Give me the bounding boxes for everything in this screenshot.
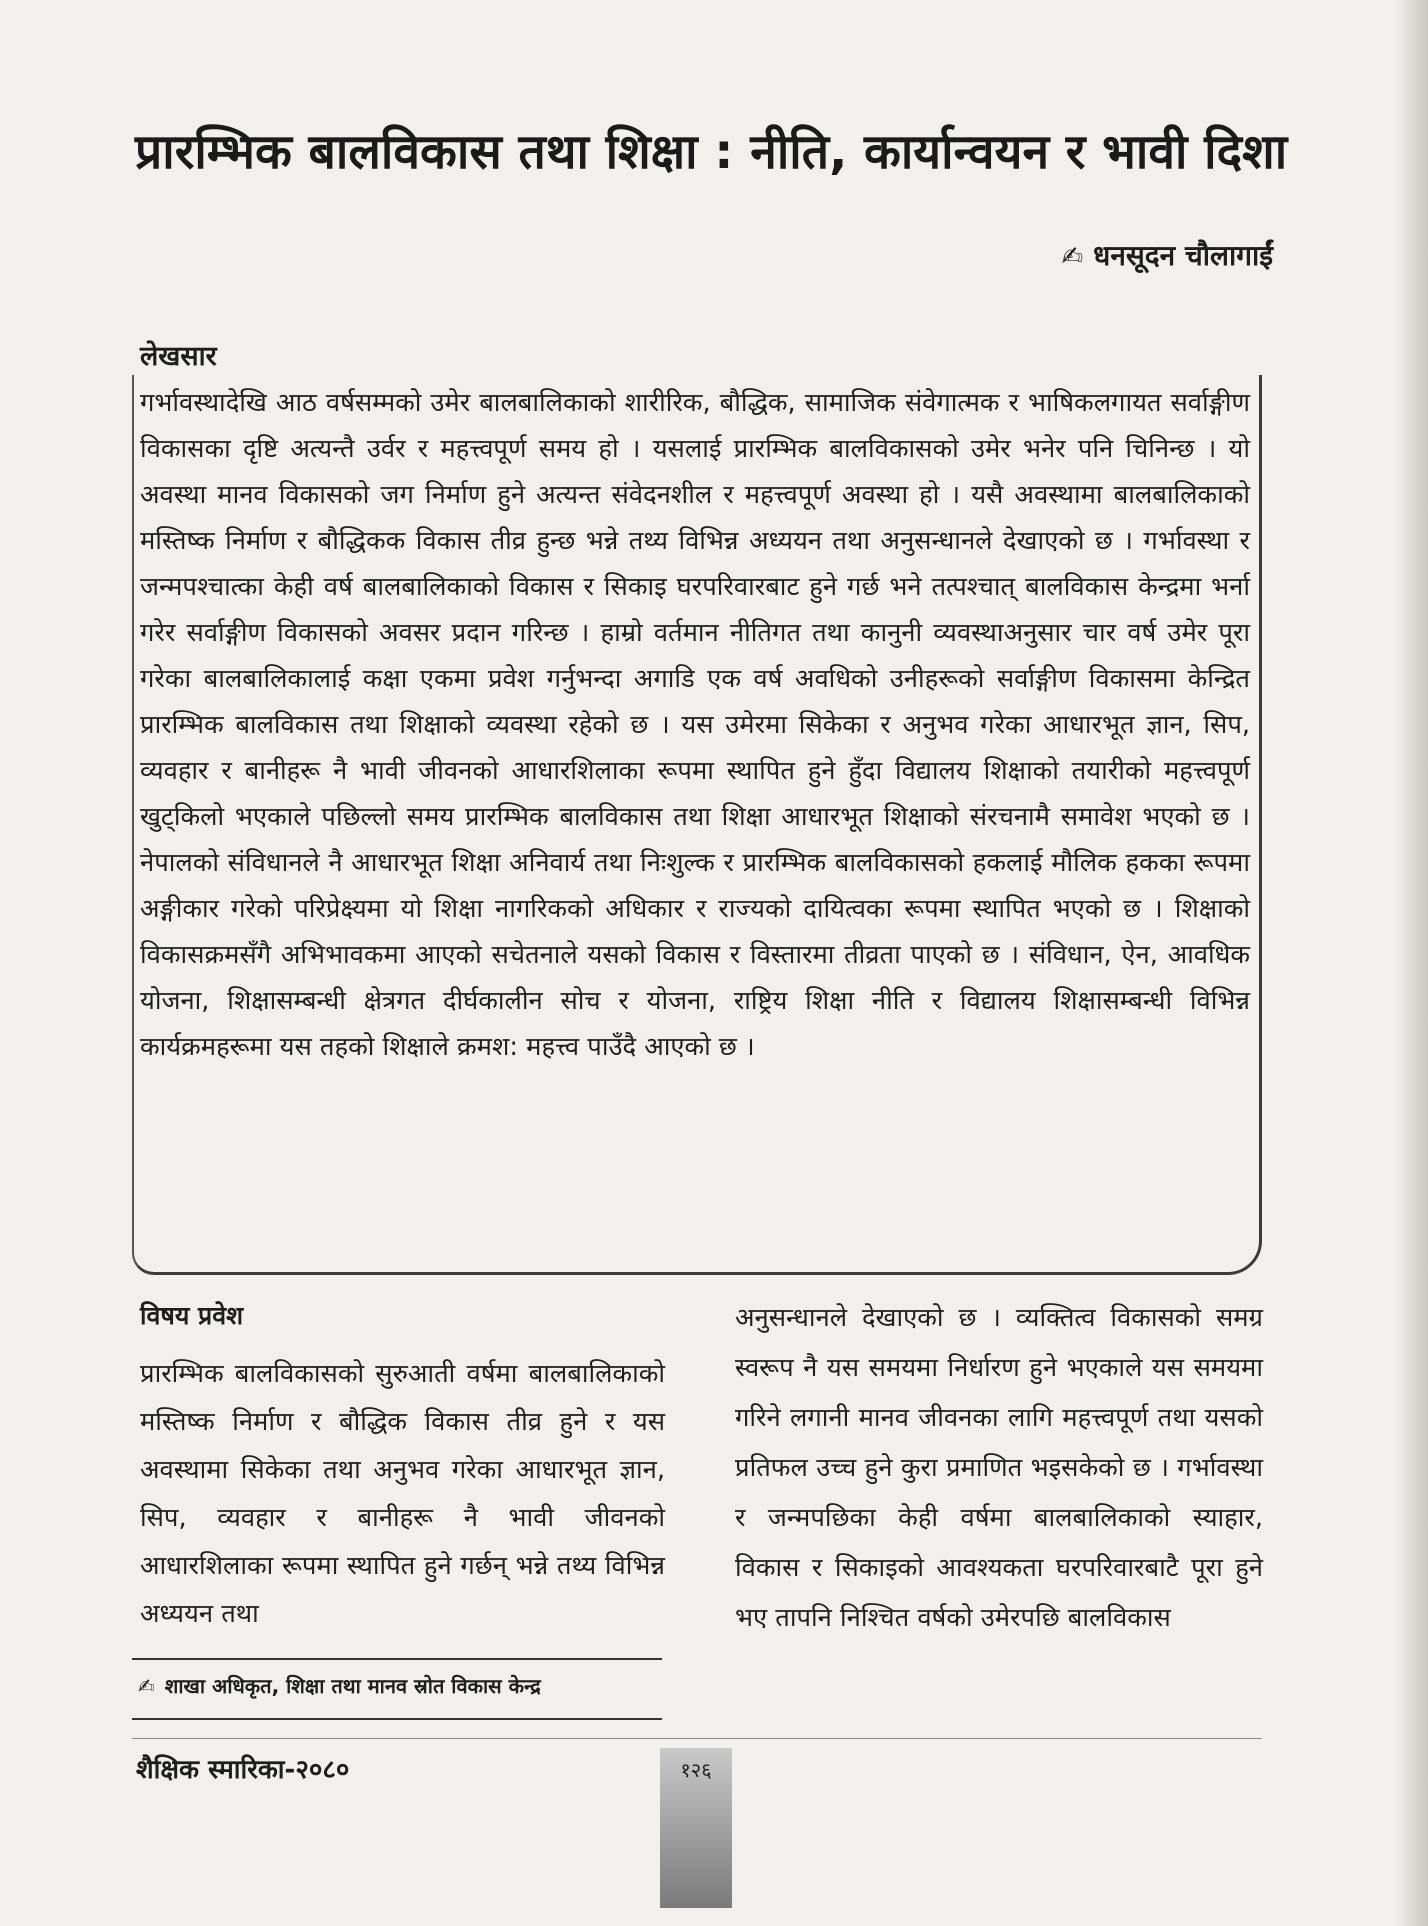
footnote-text: शाखा अधिकृत, शिक्षा तथा मानव स्रोत विकास केन्द्र (164, 1674, 541, 1698)
publication-name: शैक्षिक स्मारिका-२०८० (136, 1755, 350, 1785)
abstract-text: गर्भावस्थादेखि आठ वर्षसम्मको उमेर बालबालिकाको शारीरिक, बौद्धिक, सामाजिक संवेगात्मक र भाषिकलगायत सर्वाङ्गीण विकासका दृष्टि अत्यन्तै उर्वर र महत्त्वपूर्ण समय हो । यसलाई प्रारम्भिक बालविकासको उमेर भनेर पनि चिनिन्छ । यो अवस्था मानव विकासको जग निर्माण हुने अत्यन्त संवेदनशील र महत्त्वपूर्ण अवस्था हो । यसै अवस्थामा बालबालिकाको मस्तिष्क निर्माण र बौद्धिकक विकास तीव्र हुन्छ भन्ने तथ्य विभिन्न अध्ययन तथा अनुसन्धानले देखाएको छ । गर्भावस्था र जन्मपश्चात्का केही वर्ष बालबालिकाको विकास र सिकाइ घरपरिवारबाट हुने गर्छ भने तत्पश्चात् बालविकास केन्द्रमा भर्ना गरेर सर्वाङ्गीण विकासको अवसर प्रदान गरिन्छ । हाम्रो वर्तमान नीतिगत तथा कानुनी व्यवस्थाअनुसार चार वर्ष उमेर पूरा गरेका बालबालिकालाई कक्षा एकमा प्रवेश गर्नुभन्दा अगाडि एक वर्ष अवधिको उनीहरूको सर्वाङ्गीण विकासमा केन्द्रित प्रारम्भिक बालविकास तथा शिक्षाको व्यवस्था रहेको छ । यस उमेरमा सिकेका र अनुभव गरेका आधारभूत ज्ञान, सिप, व्यवहार र बानीहरू नै भावी जीवनको आधारशिलाका रूपमा स्थापित हुने हुँदा विद्यालय शिक्षाको तयारीको महत्त्वपूर्ण खुट्किलो भएकाले पछिल्लो समय प्रारम्भिक बालविकास तथा शिक्षा आधारभूत शिक्षाको संरचनामै समावेश भएको छ । नेपालको संविधानले नै आधारभूत शिक्षा अनिवार्य तथा निःशुल्क र प्रारम्भिक बालविकासको हकलाई मौलिक हकका रूपमा अङ्गीकार गरेको परिप्रेक्ष्यमा यो शिक्षा नागरिकको अधिकार र राज्यको दायित्वका रूपमा स्थापित भएको छ । शिक्षाको विकासक्रमसँगै अभिभावकमा आएको सचेतनाले यसको विकास र विस्तारमा तीव्रता पाएको छ । संविधान, ऐन, आवधिक योजना, शिक्षासम्बन्धी क्षेत्रगत दीर्घकालीन सोच र योजना, राष्ट्रिय शिक्षा नीति र विद्यालय शिक्षासम्बन्धी विभिन्न कार्यक्रमहरूमा यस तहको शिक्षाले क्रमश: महत्त्व पाउँदै आएको छ । (140, 388, 1250, 1062)
pen-writing-icon: ✍ (138, 1674, 155, 1698)
author-name: धनसूदन चौलागाईं (1093, 239, 1273, 272)
author-footnote (138, 1672, 541, 1699)
section-heading-introduction: विषय प्रवेश (140, 1301, 244, 1330)
author-byline (1061, 236, 1273, 274)
article-title: प्रारम्भिक बालविकास तथा शिक्षा : नीति, कार्यान्वयन र भावी दिशा (135, 124, 1288, 180)
abstract-heading: लेखसार (140, 341, 217, 372)
footer-rule (132, 1738, 1262, 1739)
intro-left-column: प्रारम्भिक बालविकासको सुरुआती वर्षमा बालबालिकाको मस्तिष्क निर्माण र बौद्धिक विकास तीव्र हुने र यस अवस्थामा सिकेका तथा अनुभव गरेका आधारभूत ज्ञान, सिप, व्यवहार र बानीहरू नै भावी जीवनको आधारशिलाका रूपमा स्थापित हुने गर्छन् भन्ने तथ्य विभिन्न अध्ययन तथा (140, 1359, 665, 1629)
page-number: १२६ (680, 1758, 712, 1782)
page-edge-shadow (1394, 0, 1428, 1926)
intro-right-column: अनुसन्धानले देखाएको छ । व्यक्तित्व विकासको समग्र स्वरूप नै यस समयमा निर्धारण हुने भएकाले यस समयमा गरिने लगानी मानव जीवनका लागि महत्त्वपूर्ण तथा यसको प्रतिफल उच्च हुने कुरा प्रमाणित भइसकेको छ । गर्भावस्था र जन्मपछिका केही वर्षमा बालबालिकाको स्याहार, विकास र सिकाइको आवश्यकता घरपरिवारबाटै पूरा हुने भए तापनि निश्चित वर्षको उमेरपछि बालविकास (735, 1303, 1263, 1633)
footnote-rule-bottom (132, 1718, 662, 1720)
footnote-rule-top (132, 1658, 662, 1660)
pen-writing-icon: ✍ (1061, 242, 1084, 272)
